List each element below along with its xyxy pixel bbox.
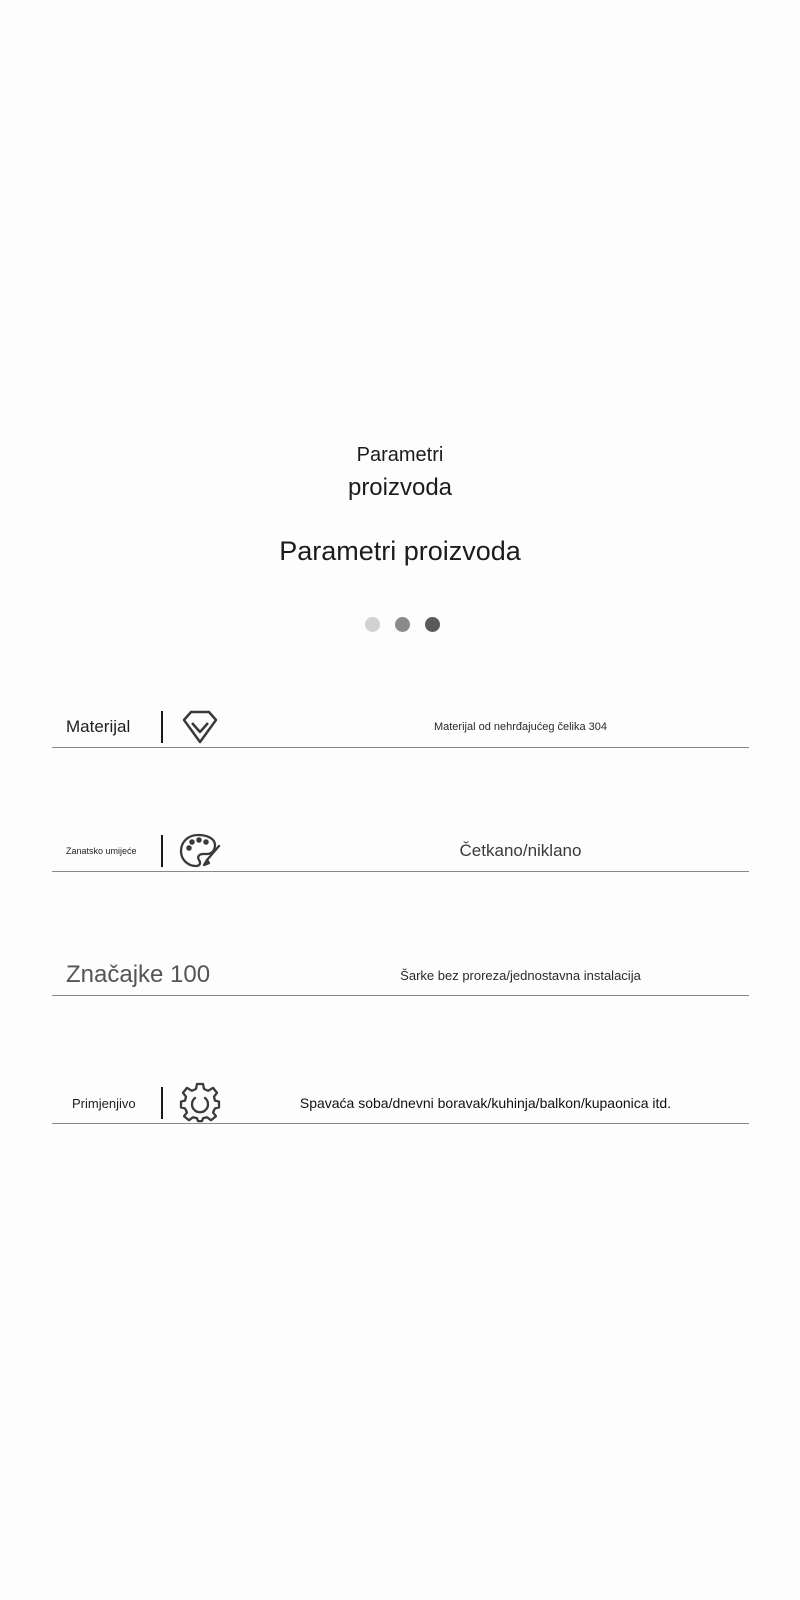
param-row-features — [52, 955, 749, 996]
param-value-applicable: Spavaća soba/dnevni boravak/kuhinja/balkon/kupaonica itd. — [299, 1095, 672, 1111]
param-divider — [161, 835, 163, 867]
carousel-dot-2[interactable] — [395, 617, 410, 632]
param-label-applicable: Primjenjivo — [72, 1095, 136, 1111]
param-label-material: Materijal — [66, 717, 131, 736]
param-label-craftsmanship: Zanatsko umijeće — [66, 846, 137, 856]
param-label-features: Značajke 100 — [66, 961, 211, 988]
param-value-craftsmanship: Četkano/niklano — [459, 841, 582, 860]
page-title-line1: Parametri — [356, 444, 444, 466]
param-value-material: Materijal od nehrđajućeg čelika 304 — [433, 721, 608, 733]
param-row-applicable — [52, 1083, 749, 1124]
param-row-craftsmanship — [52, 831, 749, 872]
param-divider — [161, 1087, 163, 1119]
diamond-check-icon — [178, 707, 222, 747]
section-title: Parametri proizvoda — [279, 536, 521, 566]
param-divider — [161, 711, 163, 743]
palette-brush-icon — [178, 831, 222, 871]
carousel-indicator — [365, 617, 440, 632]
carousel-dot-3[interactable] — [425, 617, 440, 632]
carousel-dot-1[interactable] — [365, 617, 380, 632]
param-row-material — [52, 707, 749, 748]
page-title-line2: proizvoda — [347, 474, 453, 501]
param-value-features: Šarke bez proreza/jednostavna instalacija — [400, 967, 641, 983]
gear-icon — [178, 1083, 222, 1123]
